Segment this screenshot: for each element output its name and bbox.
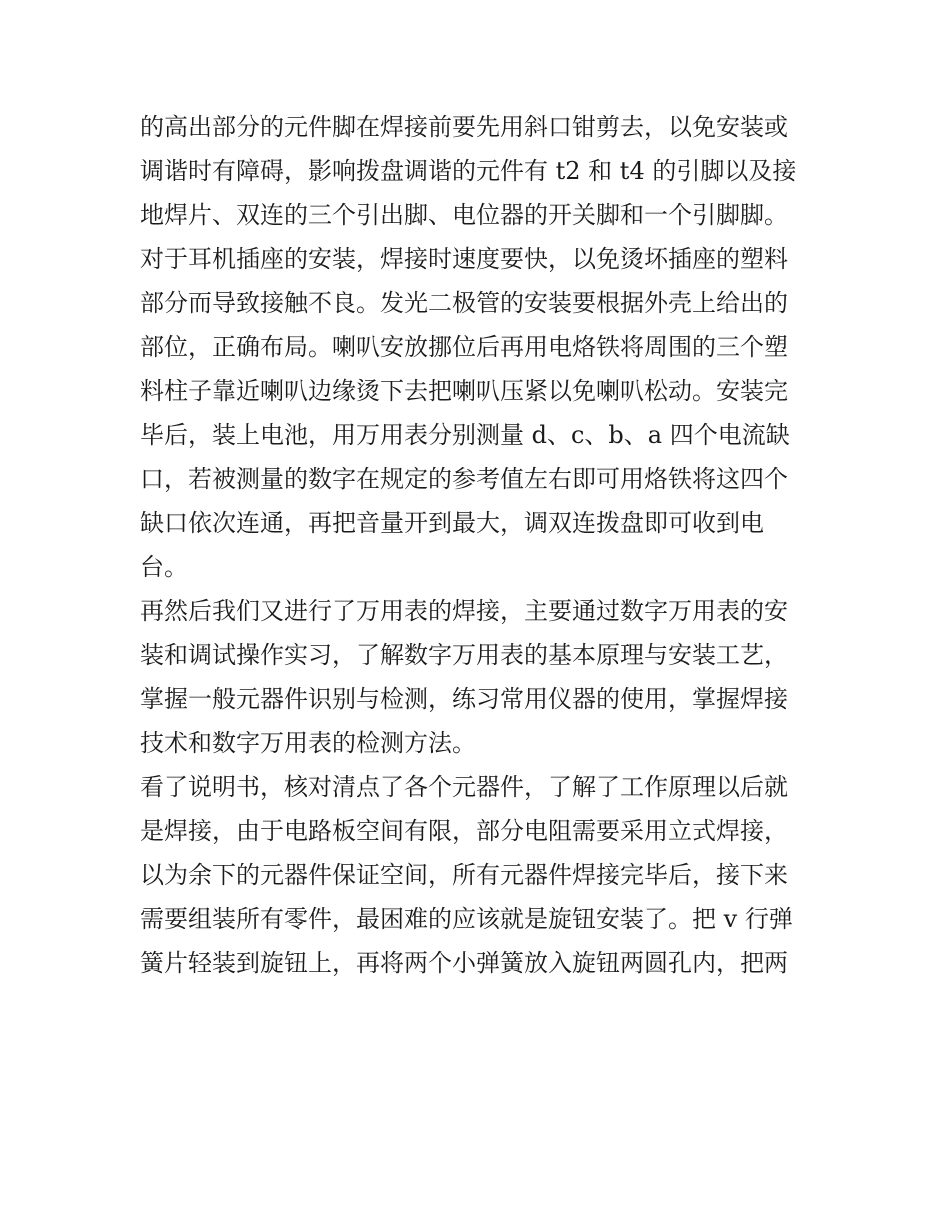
text-line: 以为余下的元器件保证空间，所有元器件焊接完毕后，接下来 — [140, 861, 788, 889]
text-line: 的高出部分的元件脚在焊接前要先用斜口钳剪去，以免安装或 — [140, 113, 788, 141]
paragraph-3 — [140, 765, 812, 985]
text-line: 地焊片、双连的三个引出脚、电位器的开关脚和一个引脚脚。 — [140, 201, 788, 229]
text-line: 装和调试操作实习，了解数字万用表的基本原理与安装工艺， — [140, 641, 788, 669]
text-line: 部分而导致接触不良。发光二极管的安装要根据外壳上给出的 — [140, 289, 788, 317]
text-line: 是焊接，由于电路板空间有限，部分电阻需要采用立式焊接， — [140, 817, 788, 845]
text-line: 再然后我们又进行了万用表的焊接，主要通过数字万用表的安 — [140, 597, 788, 625]
text-line: 需要组装所有零件，最困难的应该就是旋钮安装了。把 v 行弹 — [140, 905, 793, 933]
text-line: 对于耳机插座的安装，焊接时速度要快，以免烫坏插座的塑料 — [140, 245, 788, 273]
text-line: 调谐时有障碍，影响拨盘调谐的元件有 t2 和 t4 的引脚以及接 — [140, 157, 797, 185]
text-line: 部位，正确布局。喇叭安放挪位后再用电烙铁将周围的三个塑 — [140, 333, 788, 361]
text-line: 缺口依次连通，再把音量开到最大，调双连拨盘即可收到电 — [140, 509, 764, 537]
text-line: 料柱子靠近喇叭边缘烫下去把喇叭压紧以免喇叭松动。安装完 — [140, 377, 788, 405]
text-line: 技术和数字万用表的检测方法。 — [140, 729, 476, 757]
text-line: 口，若被测量的数字在规定的参考值左右即可用烙铁将这四个 — [140, 465, 788, 493]
text-line: 毕后，装上电池，用万用表分别测量 d、c、b、a 四个电流缺 — [140, 421, 790, 449]
paragraph-1 — [140, 105, 812, 589]
text-line: 簧片轻装到旋钮上，再将两个小弹簧放入旋钮两圆孔内，把两 — [140, 949, 788, 977]
text-line: 台。 — [140, 553, 188, 581]
text-line: 看了说明书，核对清点了各个元器件，了解了工作原理以后就 — [140, 773, 788, 801]
text-line: 掌握一般元器件识别与检测，练习常用仪器的使用，掌握焊接 — [140, 685, 788, 713]
document-body — [140, 105, 812, 985]
paragraph-2 — [140, 589, 812, 765]
